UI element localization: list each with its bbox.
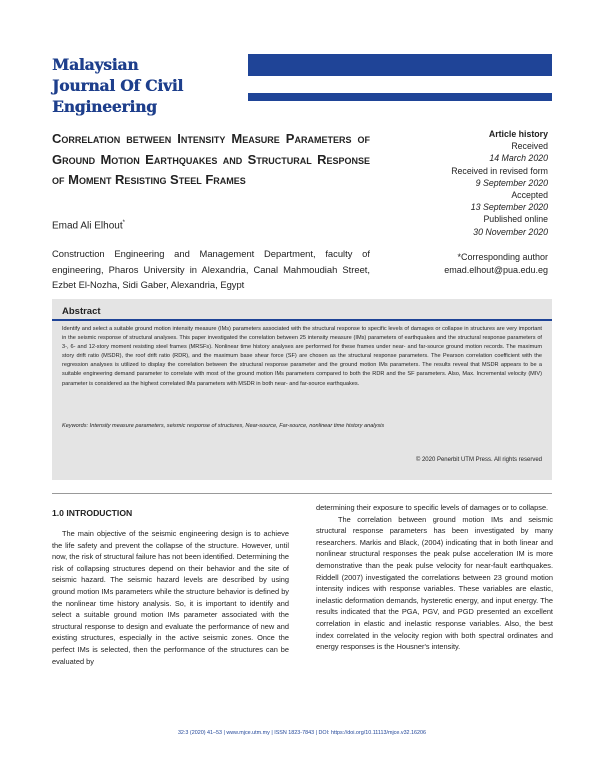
corresponding-label: *Corresponding author: [457, 252, 548, 262]
abstract-keywords: Keywords: Intensity measure parameters, seismic response of structures, Near-source, Far-source, nonlinear time history analysis: [62, 423, 385, 429]
right-paragraph-2: The correlation between ground motion IMs and seismic structural response parameters has been investigated by many researchers. Markis and Black, (2004) indicating that in both linear and nonlinear structural responses the peak pulse acceleration IM is more demonstrative than the peak pulse velocity for near-fault earthquakes. Riddell (2007) investigated the correlations between 23 ground motion intensity indices with response variables. These variables are elastic, inelastic deformation demands, hysteretic energy, and input energy. The results indicated that the PGA, PGV, and PGD presented an excellent correlation in elastic and inelastic response variables. Also, the best index correlated in the velocity region with both spectral ordinates and energy responses is the Housner's intensity.: [316, 514, 553, 652]
accepted-label: Accepted: [511, 190, 548, 201]
section-heading: 1.0 INTRODUCTION: [52, 508, 133, 518]
history-heading: Article history: [488, 129, 548, 139]
received-label: Received: [511, 141, 548, 152]
published-label: Published online: [483, 214, 548, 225]
author-name: [52, 220, 125, 231]
journal-name-line-2: Journal Of Civil: [52, 76, 184, 95]
article-title: Correlation between Intensity Measure Parameters of Ground Motion Earthquakes and Structural Response of Moment Resisting Steel Frames: [52, 131, 370, 187]
copyright-notice: © 2020 Penerbit UTM Press. All rights reserved: [415, 457, 542, 463]
section-separator: [52, 493, 552, 494]
author-affiliation: Construction Engineering and Management Department, faculty of engineering, Pharos University in Alexandria, Canal Mahmoudiah Street, Ezbet El-Nozha, Sidi Gaber, Alexandria, Egypt: [52, 248, 370, 290]
body-column-right: [316, 502, 553, 653]
corresponding-email[interactable]: emad.elhout@pua.edu.eg: [444, 265, 548, 275]
abstract-divider: [52, 319, 552, 321]
journal-logo: [52, 54, 252, 117]
header-top-bar: [248, 54, 552, 76]
body-column-left: The main objective of the seismic engineering design is to achieve the life safety and prevent the collapse of the structure. However, until now, the risk of structural failure has not been identified. Determining the risk of collapsing structures depend on their behavior and the site of seismic hazard. The seismic hazard levels are described by using ground motion IMs parameters while the structure behavior is defined by the nonlinear time history analysis. So, it is important to identify and select a suitable ground motion IMs parameter associated with the structural response to design and evaluate the performance of new and existing structures, especially in the active seismic zones. Once the perfect IMs is selected, then the performance of the structures can be evaluated by: [52, 529, 289, 666]
published-date: 30 November 2020: [473, 226, 548, 237]
revised-date: 9 September 2020: [475, 177, 548, 188]
abstract-heading: Abstract: [62, 306, 101, 317]
accepted-date: 13 September 2020: [470, 202, 548, 213]
right-paragraph-1: determining their exposure to specific levels of damages or to collapse.: [316, 503, 549, 512]
journal-name-line-3: Engineering: [52, 97, 157, 116]
received-date: 14 March 2020: [489, 153, 548, 164]
header-bottom-bar: [248, 93, 552, 101]
page-footer[interactable]: 32:3 (2020) 41–53 | www.mjce.utm.my | ISSN 1823-7843 | DOI: https://doi.org/10.11113/mjce.v32.16206: [177, 730, 427, 736]
article-history: [400, 128, 548, 238]
abstract-text: Identify and select a suitable ground motion intensity measure (IMs) parameters associated with the structural response to specific levels of damages or collapse in structures are very important in the seismic response of structural analyses. This paper investigated the correlation between 25 intensity measure (IMs) parameters of earthquakes and the structural response parameters of 3-, 6- and 12-story moment resisting steel frames (MRSFs). Nonlinear time history analyses are performed for these frames under near- and far-source ground motion records. The maximum story drift ratio (MSDR), the roof drift ratio (RDR), and the maximum base shear force (SF) are chosen as the structural response parameters. The Pearson correlation coefficient with the regression analyses is utilized to display the correlation between the structural response parameter and the ground motion IMs parameters. The results reveal that MSDR appears to be a suitable engineering demand parameter to correlate with most of the ground motion IMs parameters compared to both the RDR and the SF parameters. Also, Max. Incremental velocity (MIV) parameter is considered as the highest correlated IMs parameters with MSDR in both near- and far-source earthquakes.: [62, 326, 542, 387]
journal-name-line-1: Malaysian: [52, 55, 139, 74]
author-mark: *: [122, 220, 125, 226]
corresponding-author: [400, 251, 548, 277]
abstract-box: [52, 299, 552, 480]
author-name-text: Emad Ali Elhout: [52, 220, 123, 232]
revised-label: Received in revised form: [451, 165, 548, 176]
